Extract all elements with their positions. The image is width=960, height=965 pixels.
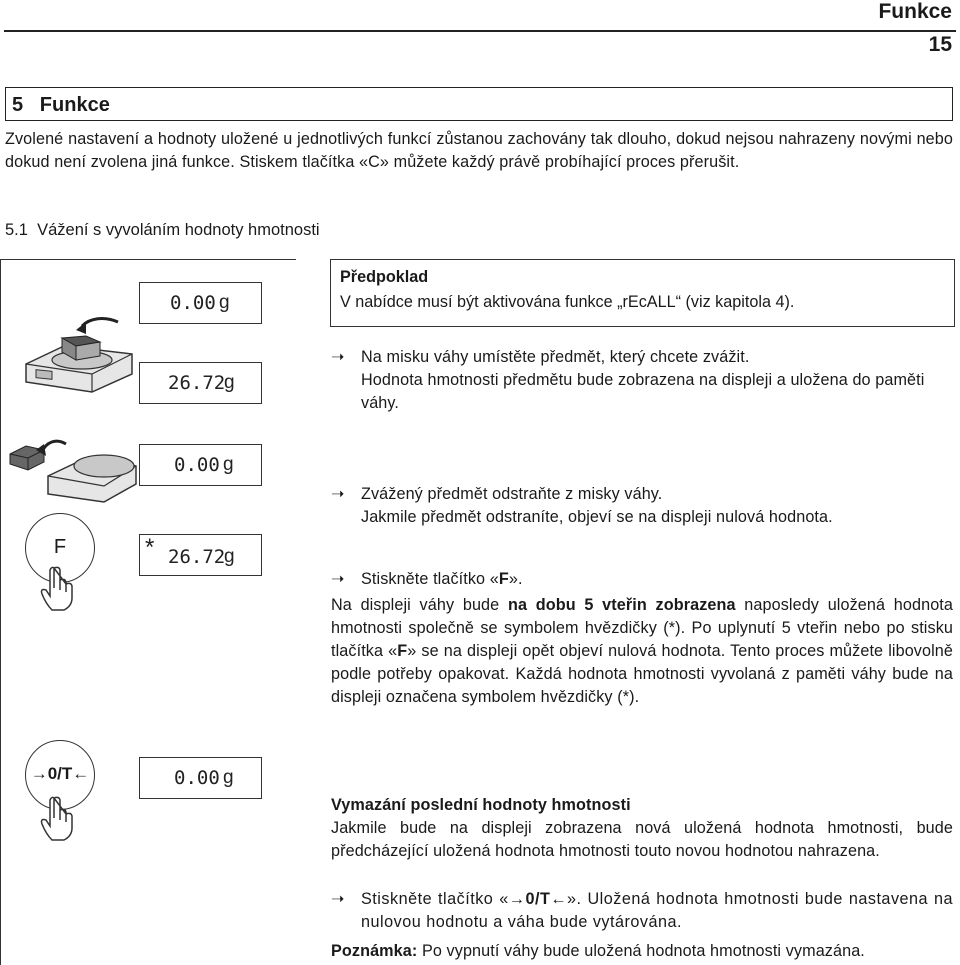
step-3-description bbox=[331, 594, 953, 709]
tare-key-label: →0/T← bbox=[30, 764, 90, 783]
step-3-desc-part: naposledy uložená hodnota hmotnosti společně se symbolem hvězdičky (*). Po uplynutí 5 vteřin nebo po stisku tlačítka « bbox=[331, 596, 953, 660]
section-title: 5.1 Vážení s vyvoláním hodnoty hmotnosti bbox=[5, 221, 320, 239]
chapter-title: 5 Funkce bbox=[12, 94, 110, 116]
clear-step-text bbox=[361, 888, 953, 934]
note bbox=[331, 940, 865, 963]
step-3-desc-part: » se na displeji opět objeví nulová hodnota. Tento proces můžete libovolně podle potřeby opakovat. Každá hodnota hmotnosti vyvolaná z paměti váhy bude na displeji označena symbolem hvězdičky (*). bbox=[331, 642, 953, 706]
arrow-right-icon: ➝ bbox=[331, 486, 345, 503]
step-3-desc-key: F bbox=[397, 642, 408, 660]
clear-step-part: ». Uložená hodnota hmotnosti bude nastavena na nulovou hodnotu a váha bude vytárována. bbox=[361, 890, 953, 931]
arrow-right-icon: ➝ bbox=[331, 571, 345, 588]
step-3-action-text-end: ». bbox=[508, 570, 523, 588]
step-3-desc-bold: na dobu 5 vteřin zobrazena bbox=[507, 596, 736, 614]
recall-star-symbol: * bbox=[145, 534, 155, 561]
step-3 bbox=[331, 568, 953, 591]
step-3-action-text: Stiskněte tlačítko « bbox=[361, 570, 499, 588]
display-value: 0.00 bbox=[170, 292, 216, 314]
display-value: 26.72 bbox=[168, 546, 226, 568]
display-value: 0.00 bbox=[174, 767, 220, 789]
balance-display-4-recalled bbox=[139, 534, 262, 576]
step-1 bbox=[331, 346, 953, 415]
step-2 bbox=[331, 483, 953, 529]
display-unit: g bbox=[223, 454, 234, 475]
display-unit: g bbox=[219, 292, 230, 313]
step-2-result: Jakmile předmět odstraníte, objeví se na displeji nulová hodnota. bbox=[361, 508, 833, 526]
f-key-label: F bbox=[53, 536, 67, 558]
display-value: 0.00 bbox=[174, 454, 220, 476]
step-3-desc-part: Na displeji váhy bude bbox=[331, 596, 508, 614]
chapter-heading-box bbox=[5, 87, 953, 121]
clear-step-part: Stiskněte tlačítko « bbox=[361, 890, 509, 908]
arrow-right-icon: ➝ bbox=[331, 891, 345, 908]
pointing-hand-icon bbox=[38, 796, 78, 842]
clear-heading: Vymazání poslední hodnoty hmotnosti bbox=[331, 796, 631, 814]
note-text: Po vypnutí váhy bude uložená hodnota hmotnosti vymazána. bbox=[417, 942, 865, 960]
prerequisite-text: V nabídce musí být aktivována funkce „rEcALL“ (viz kapitola 4). bbox=[340, 293, 795, 311]
running-header-title: Funkce bbox=[878, 0, 952, 23]
balance-display-5 bbox=[139, 757, 262, 799]
header-rule bbox=[4, 30, 956, 32]
balance-display-2 bbox=[139, 362, 262, 404]
balance-removing-object-illustration bbox=[8, 436, 138, 508]
clear-text: Jakmile bude na displeji zobrazena nová uložená hodnota hmotnosti, bude předcházející uložená hodnota hmotnosti touto novou hodnotou nahrazena. bbox=[331, 819, 953, 860]
display-unit: g bbox=[223, 767, 234, 788]
display-value: 26.72 bbox=[168, 372, 226, 394]
prerequisite-heading: Předpoklad bbox=[340, 268, 429, 286]
step-3-action bbox=[361, 568, 523, 591]
intro-paragraph: Zvolené nastavení a hodnoty uložené u jednotlivých funkcí zůstanou zachovány tak dlouho, dokud nejsou nahrazeny novými nebo dokud není zvolena jiná funkce. Stiskem tlačítka «C» můžete každý právě probíhající proces přerušit. bbox=[5, 130, 953, 171]
clear-step-key: →0/T← bbox=[508, 890, 568, 908]
note-label: Poznámka: bbox=[331, 942, 418, 960]
step-3-key: F bbox=[498, 570, 509, 588]
display-unit: g bbox=[224, 546, 235, 567]
page-number: 15 bbox=[928, 33, 952, 56]
step-2-action: Zvážený předmět odstraňte z misky váhy. bbox=[361, 485, 663, 503]
step-1-action: Na misku váhy umístěte předmět, který chcete zvážit. bbox=[361, 348, 750, 366]
clear-step bbox=[331, 888, 953, 934]
display-unit: g bbox=[224, 372, 235, 393]
prerequisite-box bbox=[330, 259, 955, 327]
balance-display-3 bbox=[139, 444, 262, 486]
pointing-hand-icon bbox=[38, 566, 78, 612]
arrow-right-icon: ➝ bbox=[331, 349, 345, 366]
balance-display-1 bbox=[139, 282, 262, 324]
step-1-result: Hodnota hmotnosti předmětu bude zobrazena na displeji a uložena do paměti váhy. bbox=[361, 371, 925, 412]
balance-placing-object-illustration bbox=[20, 316, 140, 396]
